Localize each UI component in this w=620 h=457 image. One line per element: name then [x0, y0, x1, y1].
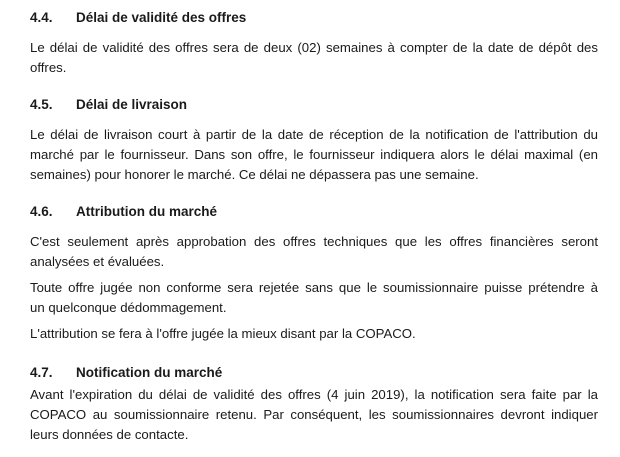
section-title: Attribution du marché — [76, 204, 217, 219]
paragraph-validity — [30, 38, 598, 78]
paragraph-line: Le délai de validité des offres sera de deux (02) semaines à compter de la date de dépôt des — [30, 40, 598, 55]
section-number: 4.5. — [30, 97, 53, 112]
paragraph-line: Toute offre jugée non conforme sera rejetée sans que le soumissionnaire puisse prétendre à — [30, 280, 598, 295]
paragraph-line: semaines) pour honorer le marché. Ce délai ne dépassera pas une semaine. — [30, 167, 479, 182]
paragraph-line: Avant l'expiration du délai de validité des offres (4 juin 2019), la notification sera faite par la — [30, 387, 598, 402]
section-title: Délai de livraison — [76, 97, 188, 112]
paragraph-notification — [30, 385, 598, 445]
paragraph-line: leurs données de contacte. — [30, 427, 189, 442]
paragraph-delivery — [30, 125, 598, 185]
paragraph-attribution-3 — [30, 324, 598, 344]
paragraph-line: Le délai de livraison court à partir de la date de réception de la notification de l'attribution du — [30, 127, 598, 142]
section-heading-4-4 — [30, 10, 246, 26]
section-heading-4-5 — [30, 97, 187, 113]
paragraph-attribution-2 — [30, 278, 598, 318]
paragraph-line: marché par le fournisseur. Dans son offre, le fournisseur indiquera alors le délai maximal (en — [30, 147, 598, 162]
section-number: 4.6. — [30, 204, 53, 219]
paragraph-line: COPACO au soumissionnaire retenu. Par conséquent, les soumissionnaires devront indiquer — [30, 407, 598, 422]
section-number: 4.7. — [30, 365, 53, 380]
section-title: Délai de validité des offres — [76, 10, 247, 25]
paragraph-attribution-1 — [30, 232, 598, 272]
section-heading-4-6 — [30, 204, 217, 220]
paragraph-line: un quelconque dédommagement. — [30, 300, 227, 315]
section-title: Notification du marché — [76, 365, 223, 380]
paragraph-line: L'attribution se fera à l'offre jugée la mieux disant par la COPACO. — [30, 326, 416, 341]
paragraph-line: analysées et évaluées. — [30, 254, 165, 269]
section-heading-4-7 — [30, 365, 222, 381]
paragraph-line: offres. — [30, 60, 67, 75]
section-number: 4.4. — [30, 10, 53, 25]
paragraph-line: C'est seulement après approbation des offres techniques que les offres financières seront — [30, 234, 598, 249]
